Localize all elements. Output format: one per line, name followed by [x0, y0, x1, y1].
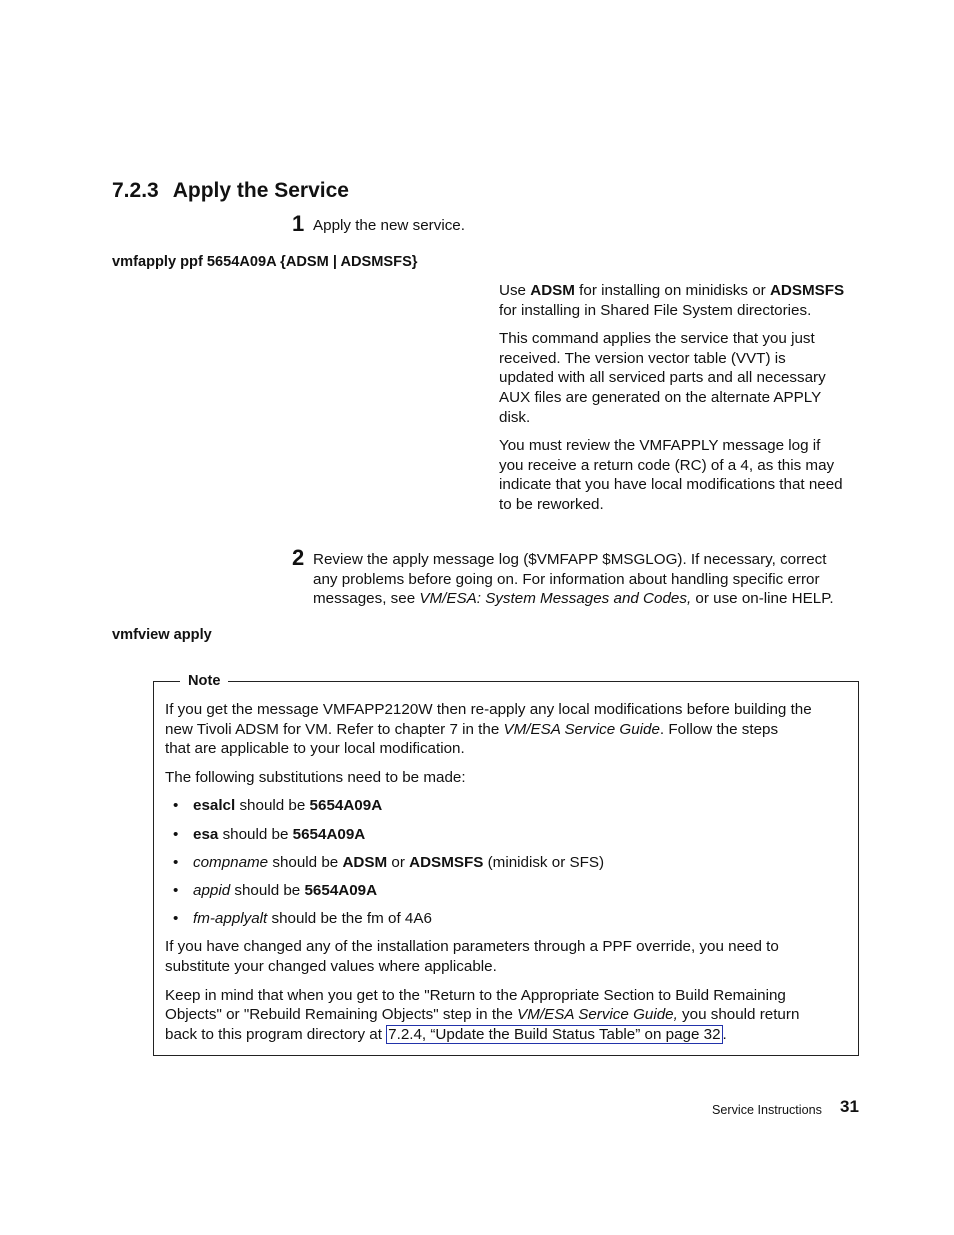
note-paragraph-3: If you have changed any of the installation parameters through a PPF override, you need to substitute your changed values where applicable.	[165, 938, 779, 975]
note-paragraph-1: If you get the message VMFAPP2120W then re-apply any local modifications before building the new Tivoli ADSM for VM. Refer to chapter 7 in the VM/ESA Service Guide. Follow the steps that are applicable to your local modification.	[165, 701, 812, 758]
page-number: 31	[840, 1097, 859, 1116]
substitution-list	[165, 796, 855, 928]
note-label: Note	[180, 672, 228, 691]
cross-reference-link[interactable]: 7.2.4, “Update the Build Status Table” on page 32	[388, 1025, 721, 1043]
list-item: • fm-applyalt should be the fm of 4A6	[173, 910, 432, 928]
note-paragraph-4: Keep in mind that when you get to the "Return to the Appropriate Section to Build Remaining Objects" or "Rebuild Remaining Objects" step in the VM/ESA Service Guide, you should return back to this program directory at 7.2.4, “Update the Build Status Table” on page 32 .	[165, 986, 800, 1043]
list-item: • esalcl should be 5654A09A	[173, 797, 383, 815]
step-2-text: Review the apply message log ($VMFAPP $MSGLOG). If necessary, correct any problems before going on. For information about handling specific error messages, see VM/ESA: System Messages and Codes, or use on-line HELP.	[313, 551, 834, 608]
description-paragraph-2: This command applies the service that you just received. The version vector table (VVT) is updated with all serviced parts and all necessary AUX files are generated on the alternate APPLY disk.	[499, 330, 826, 426]
note-paragraph-2: The following substitutions need to be made:	[165, 768, 466, 786]
section-title: Apply the Service	[172, 179, 349, 202]
section-number: 7.2.3	[112, 179, 159, 202]
footer-section-title: Service Instructions	[712, 1103, 822, 1117]
section-heading	[112, 177, 349, 205]
step-2-number: 2	[292, 545, 305, 570]
note-content	[165, 700, 855, 1053]
command-description	[499, 281, 864, 524]
step-1-text: Apply the new service.	[313, 217, 465, 234]
command-vmfview: vmfview apply	[112, 627, 212, 643]
command-vmfapply: vmfapply ppf 5654A09A {ADSM | ADSMSFS}	[112, 254, 418, 270]
list-item: • appid should be 5654A09A	[173, 881, 378, 899]
list-item: • compname should be ADSM or ADSMSFS (minidisk or SFS)	[173, 853, 605, 871]
description-paragraph-3: You must review the VMFAPPLY message log if you receive a return code (RC) of a 4, as this may indicate that you have local modifications that need to be reworked.	[499, 437, 843, 513]
list-item: • esa should be 5654A09A	[173, 825, 366, 843]
step-1-number: 1	[292, 211, 305, 236]
description-paragraph-1: Use ADSM for installing on minidisks or ADSMSFS for installing in Shared File System directories.	[499, 282, 845, 319]
